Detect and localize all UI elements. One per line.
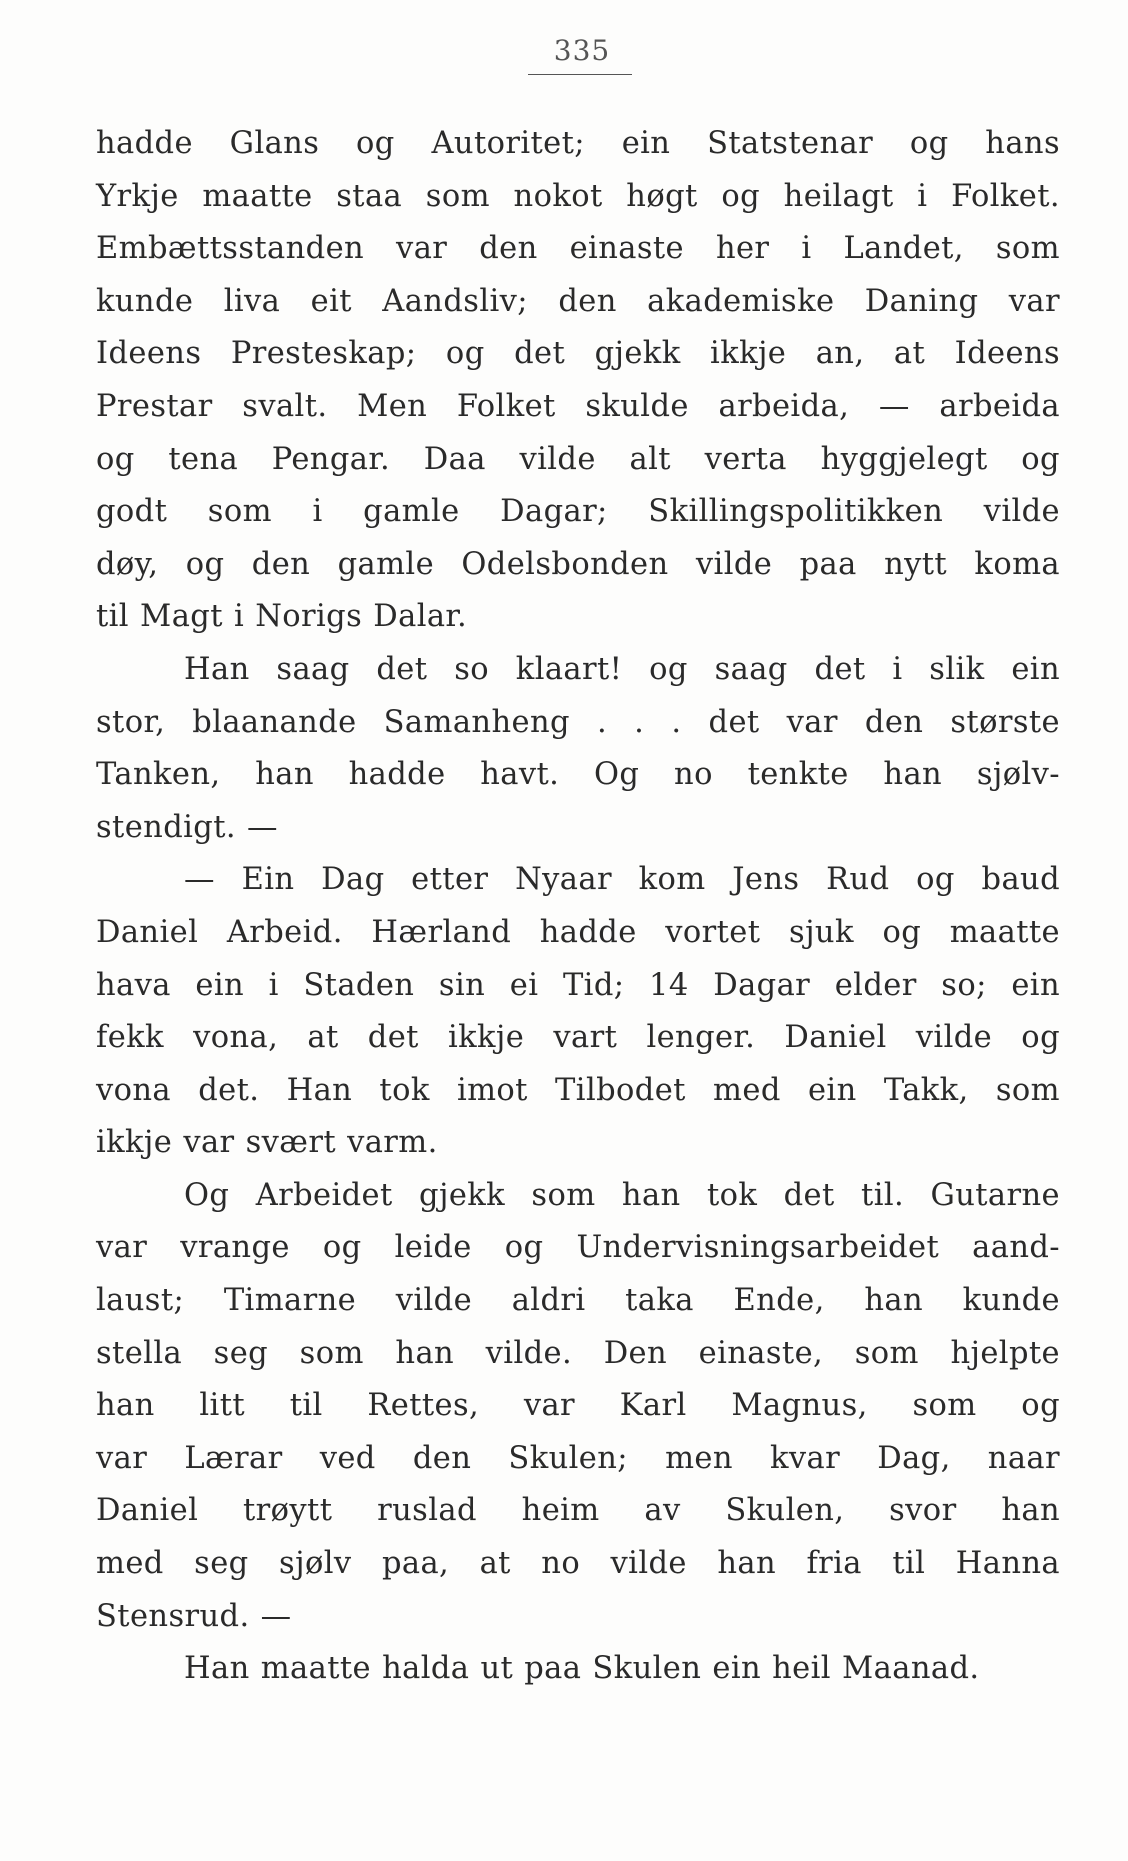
text-line: stor, blaanande Samanheng . . . det var den største [96,704,1060,740]
text-line: vona det. Han tok imot Tilbodet med ein Takk, som [96,1072,1060,1108]
page-number-rule [528,74,632,75]
text-line: Daniel Arbeid. Hærland hadde vortet sjuk og maatte [96,914,1060,950]
text-line: Daniel trøytt ruslad heim av Skulen, svor han [96,1493,1060,1529]
text-line: var vrange og leide og Undervisningsarbeidet aand- [96,1230,1060,1266]
text-line: Og Arbeidet gjekk som han tok det til. Gutarne [184,1177,1060,1213]
page-number: 335 [553,34,611,67]
text-line: han litt til Rettes, var Karl Magnus, som og [96,1388,1060,1424]
text-line: Embættsstanden var den einaste her i Landet, som [96,231,1060,267]
text-line: laust; Timarne vilde aldri taka Ende, han kunde [96,1283,1060,1319]
text-line: hava ein i Staden sin ei Tid; 14 Dagar elder so; ein [96,967,1060,1003]
text-line: Prestar svalt. Men Folket skulde arbeida, — arbeida [96,388,1060,424]
text-line: døy, og den gamle Odelsbonden vilde paa nytt koma [96,546,1060,582]
body-text [96,118,1060,1696]
text-line: fekk vona, at det ikkje vart lenger. Daniel vilde og [96,1020,1060,1056]
text-line: stella seg som han vilde. Den einaste, som hjelpte [96,1335,1060,1371]
text-line: var Lærar ved den Skulen; men kvar Dag, naar [96,1440,1060,1476]
text-line: godt som i gamle Dagar; Skillingspolitikken vilde [96,494,1060,530]
text-line: ikkje var svært varm. [96,1125,438,1161]
text-line: Yrkje maatte staa som nokot høgt og heilagt i Folket. [96,178,1060,214]
text-line: — Ein Dag etter Nyaar kom Jens Rud og baud [184,862,1060,898]
text-line: med seg sjølv paa, at no vilde han fria til Hanna [96,1546,1060,1582]
text-line: til Magt i Norigs Dalar. [96,599,468,635]
text-line: Han saag det so klaart! og saag det i slik ein [184,651,1060,687]
text-line: kunde liva eit Aandsliv; den akademiske Daning var [96,283,1060,319]
text-line: Han maatte halda ut paa Skulen ein heil Maanad. [184,1651,980,1687]
text-line: Ideens Presteskap; og det gjekk ikkje an, at Ideens [96,336,1060,372]
text-line: stendigt. — [96,809,278,845]
text-line: Tanken, han hadde havt. Og no tenkte han sjølv- [96,757,1060,793]
text-line: hadde Glans og Autoritet; ein Statstenar og hans [96,126,1060,161]
text-line: og tena Pengar. Daa vilde alt verta hyggjelegt og [96,441,1060,477]
text-line: Stensrud. — [96,1598,292,1634]
